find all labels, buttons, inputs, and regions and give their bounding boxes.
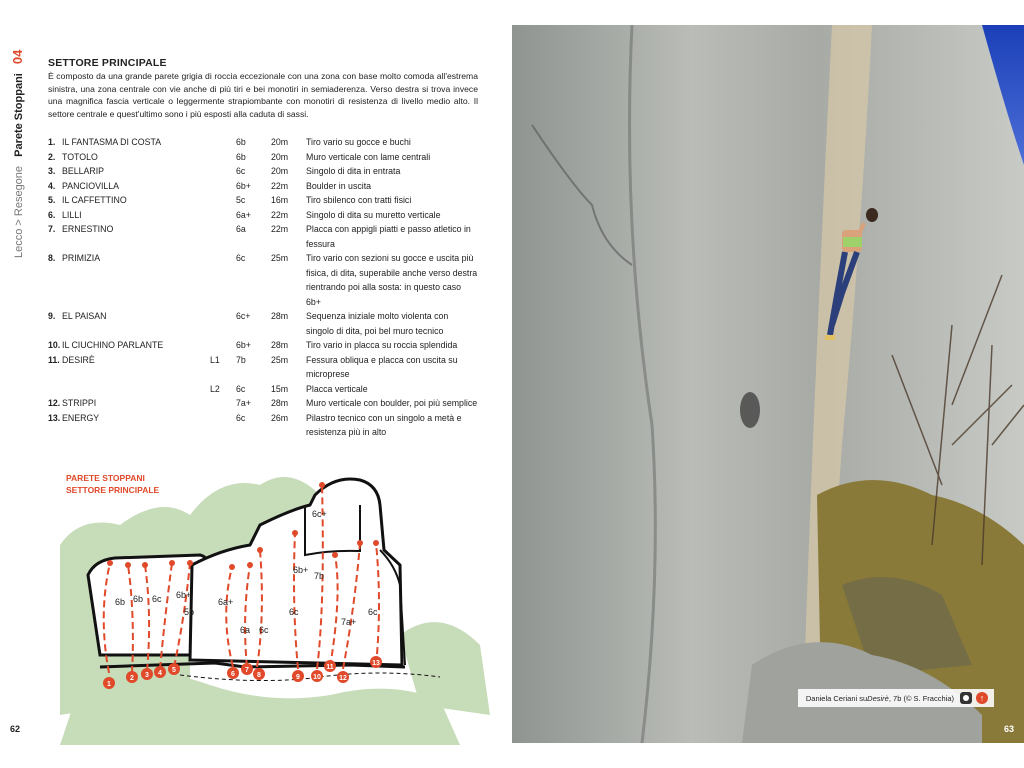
route-marker: [324, 660, 336, 672]
caption-prefix: Daniela Ceriani su: [805, 693, 868, 703]
topo-grade-label: 6c+: [312, 509, 327, 519]
route-len: 28m: [271, 311, 289, 321]
route-desc: Tiro vario con sezioni su gocce e uscita più fisica, di dita, superabile anche verso destra rientrando poi alla sosta: in questo caso 6b+: [306, 253, 478, 307]
topo-grade-label: 7a+: [341, 617, 357, 627]
route-num: 10.: [48, 340, 61, 350]
breadcrumb: Lecco > Resegone: [13, 165, 25, 258]
route-num: 6.: [48, 209, 56, 220]
route-desc: Tiro vario su gocce e buchi: [306, 137, 411, 147]
route-desc: Muro verticale con boulder, poi più semplice: [306, 398, 478, 408]
route-row: [48, 396, 488, 411]
route-row: [48, 251, 488, 309]
route-num: 5.: [48, 195, 56, 205]
route-len: 20m: [271, 137, 289, 147]
route-desc: Boulder in uscita: [306, 180, 372, 191]
route-pitch: [210, 150, 236, 165]
route-name: TOTOLO: [62, 151, 98, 162]
route-marker-label: 8: [257, 672, 261, 679]
section-name: Parete Stoppani: [13, 73, 25, 157]
route-marker: [292, 670, 304, 682]
route-len: 16m: [271, 195, 289, 205]
route-name: IL CIUCHINO PARLANTE: [62, 340, 164, 350]
route-marker-label: 7: [245, 667, 249, 674]
route-pitch: [210, 164, 236, 179]
route-name: IL FANTASMA DI COSTA: [62, 137, 162, 147]
route-name: PRIMIZIA: [62, 253, 101, 263]
route-len: 22m: [271, 209, 289, 220]
sector-title: SETTORE PRINCIPALE: [48, 57, 167, 69]
route-marker: [168, 663, 180, 675]
route-grade: 6a+: [236, 209, 251, 220]
route-len: 20m: [271, 151, 289, 162]
route-num: 7.: [48, 224, 56, 234]
route-grade: 6b+: [236, 180, 251, 191]
route-marker-label: 2: [130, 675, 134, 682]
route-marker-label: 10: [313, 674, 321, 681]
topo-grade-label: 6a: [240, 625, 251, 635]
route-row: [48, 309, 488, 338]
route-row: [48, 150, 488, 165]
route-grade: 6c: [236, 253, 246, 263]
route-name: EL PAISAN: [62, 311, 107, 321]
topo-grade-label: 6a+: [218, 597, 234, 607]
route-name: STRIPPI: [62, 398, 97, 408]
caption-suffix: , 7b (© S. Fracchia): [888, 693, 954, 703]
route-pitch: [210, 135, 236, 150]
route-marker-label: 12: [339, 675, 347, 682]
route-grade: 5c: [236, 195, 246, 205]
route-num: 3.: [48, 166, 56, 176]
path-line: [180, 673, 440, 681]
route-num: 8.: [48, 253, 56, 263]
topo-diagram: [60, 455, 500, 745]
route-desc: Sequenza iniziale molto violenta con singolo di dita, poi bel muro tecnico: [306, 311, 449, 336]
route-pitch: [210, 396, 236, 411]
route-list: [48, 135, 488, 440]
route-pitch: [210, 222, 236, 251]
route-row: [48, 135, 488, 150]
topo-title: [66, 472, 159, 496]
topo-grade-label: 6b: [133, 594, 144, 604]
topo-grade-label: 6b+: [176, 590, 192, 600]
route-desc: Fessura obliqua e placca con uscita su microprese: [306, 354, 458, 379]
route-num: 13.: [48, 412, 61, 423]
route-desc: Placca con appigli piatti e passo atletico in fessura: [306, 224, 471, 249]
topo-grade-label: 6c: [368, 607, 378, 617]
climbing-photo: [512, 25, 1024, 743]
route-desc: Singolo di dita in entrata: [306, 166, 401, 176]
route-row: [48, 208, 488, 223]
route-marker: [141, 668, 153, 680]
route-marker: [370, 656, 382, 668]
route-row: [48, 179, 488, 194]
route-desc: Pilastro tecnico con un singolo a metà e resistenza più in alto: [306, 412, 462, 437]
topo-grade-label: 6b: [115, 597, 126, 607]
route-name: DESIRÈ: [62, 354, 95, 365]
arrow-up-icon: ↑: [976, 692, 988, 704]
route-marker-label: 9: [296, 674, 300, 681]
route-pitch: [210, 338, 236, 353]
topo-grade-label: 7b: [314, 571, 325, 581]
side-label: [6, 48, 28, 268]
route-marker: [154, 666, 166, 678]
route-len: 25m: [271, 253, 289, 263]
route-grade: 6b: [236, 137, 246, 147]
route-pitch: L2: [210, 383, 220, 394]
route-row: [48, 193, 488, 208]
topo-grade-label: 6c: [289, 607, 299, 617]
page-number-left: 62: [10, 724, 21, 734]
route-name: [62, 382, 210, 397]
camera-icon: [960, 692, 972, 704]
route-desc: Placca verticale: [306, 383, 368, 394]
route-num: 1.: [48, 137, 56, 147]
route-name: PANCIOVILLA: [62, 180, 120, 191]
route-name: BELLARIP: [62, 166, 105, 176]
route-len: 15m: [271, 383, 289, 394]
route-grade: 6c+: [236, 311, 251, 321]
route-len: 25m: [271, 354, 289, 365]
route-name: ERNESTINO: [62, 224, 114, 234]
route-row: [48, 411, 488, 440]
route-len: 28m: [271, 398, 289, 408]
route-num: 11.: [48, 354, 60, 365]
route-num: 12.: [48, 398, 61, 408]
route-pitch: [210, 251, 236, 309]
route-marker-label: 6: [231, 671, 235, 678]
route-name: LILLI: [62, 209, 82, 220]
route-marker: [241, 663, 253, 675]
route-marker: [253, 668, 265, 680]
route-num: [48, 382, 62, 397]
route-pitch: [210, 179, 236, 194]
route-marker-label: 3: [145, 672, 149, 679]
route-len: 20m: [271, 166, 289, 176]
topo-title-line1: PARETE STOPPANI: [66, 473, 145, 483]
route-grade: 6b+: [236, 340, 251, 350]
route-name: IL CAFFETTINO: [62, 195, 127, 205]
route-desc: Tiro sbilenco con tratti fisici: [306, 195, 412, 205]
route-grade: 6c: [236, 166, 246, 176]
route-row: [48, 164, 488, 179]
route-marker: [227, 667, 239, 679]
route-row: [48, 382, 488, 397]
route-grade: 6c: [236, 412, 246, 423]
route-pitch: L1: [210, 354, 220, 365]
route-desc: Tiro vario in placca su roccia splendida: [306, 340, 458, 350]
route-marker: [103, 677, 115, 689]
intro-paragraph: È composto da una grande parete grigia di roccia eccezionale con una zona con base molto comoda all'estrema sinistra, una zona centrale con vie anche di più tiri e bei monotiri in semiaderenza. Verso destra si trova invece una magnifica fascia verticale o leggermente strapiombante con monotiri di resistenza di livello medio alto. Il settore centrale e quest'ultimo sono i più esposti alla caduta di sassi.: [48, 71, 478, 119]
route-marker-label: 1: [107, 681, 111, 688]
route-pitch: [210, 208, 236, 223]
route-len: 22m: [271, 224, 289, 234]
route-num: 9.: [48, 311, 56, 321]
route-grade: 7a+: [236, 398, 251, 408]
route-pitch: [210, 411, 236, 440]
route-marker-label: 11: [326, 664, 334, 671]
route-num: 2.: [48, 151, 56, 162]
route-marker-label: 5: [172, 667, 176, 674]
route-pitch: [210, 309, 236, 338]
route-num: 4.: [48, 180, 56, 191]
chapter-number: 04: [10, 49, 25, 65]
page-number-right: 63: [1003, 724, 1014, 734]
route-grade: 6c: [236, 383, 246, 394]
topo-grade-label: 6b+: [293, 565, 309, 575]
vegetation-bottom: [60, 673, 460, 746]
route-grade: 6b: [236, 151, 246, 162]
topo-grade-label: 6c: [259, 625, 269, 635]
route-row: [48, 222, 488, 251]
topo-title-line2: SETTORE PRINCIPALE: [66, 485, 160, 495]
route-marker: [126, 671, 138, 683]
route-len: 26m: [271, 412, 289, 423]
route-name: ENERGY: [62, 412, 100, 423]
route-desc: Muro verticale con lame centrali: [306, 151, 431, 162]
route-grade: 6a: [236, 224, 246, 234]
left-page: [0, 0, 510, 768]
topo-grade-label: 5b: [184, 607, 195, 617]
topo-grade-label: 6c: [152, 594, 162, 604]
route-row: [48, 338, 488, 353]
caption-route: Desirè: [867, 693, 889, 703]
route-grade: 7b: [236, 354, 246, 365]
route-marker-label: 13: [372, 660, 380, 667]
route-pitch: [210, 193, 236, 208]
photo-caption: [798, 689, 994, 707]
route-marker: [311, 670, 323, 682]
route-marker: [337, 671, 349, 683]
photo-page: [512, 25, 1024, 743]
route-desc: Singolo di dita su muretto verticale: [306, 209, 441, 220]
route-len: 22m: [271, 180, 289, 191]
route-marker-label: 4: [158, 670, 162, 677]
route-row: [48, 353, 488, 382]
route-len: 28m: [271, 340, 289, 350]
